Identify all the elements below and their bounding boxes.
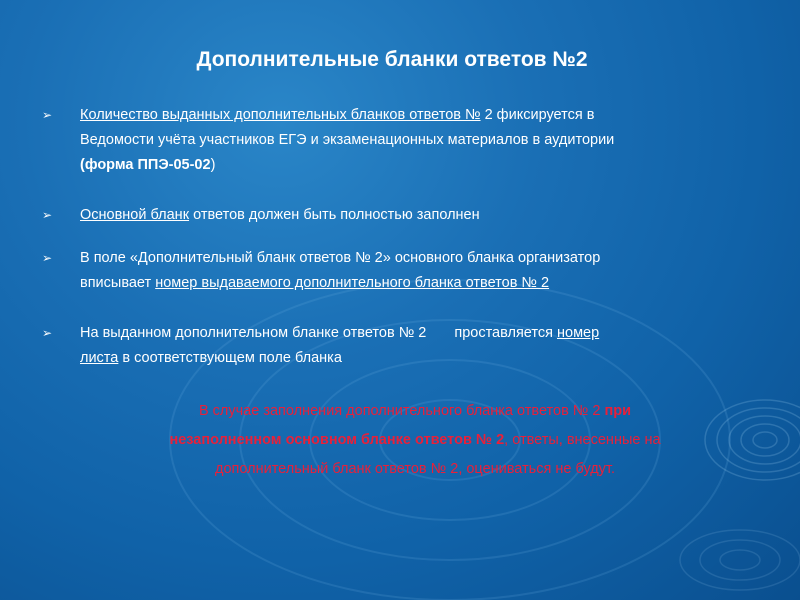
bullet-4-line1-pre: На выданном дополнительном бланке ответов № 2	[80, 325, 427, 341]
bullet-1-form: (форма ППЭ-05-02	[80, 157, 211, 173]
arrow-bullet-icon: ➢	[42, 208, 53, 222]
bullet-2-text	[80, 203, 760, 228]
bullet-3-text	[80, 246, 760, 296]
bullet-4-line2-rest: в соответствующем поле бланка	[118, 350, 342, 366]
note-line2-rest: , ответы, внесенные на	[504, 432, 661, 448]
slide-title: Дополнительные бланки ответов №2	[196, 48, 588, 71]
bullet-3-underlined: номер выдаваемого дополнительного бланка ответов № 2	[155, 275, 550, 291]
bullet-4-text	[80, 321, 760, 371]
note-line1-pre: В случае заполнения дополнительного бланка ответов № 2	[198, 403, 605, 419]
bullet-4-underlined-2: листа	[80, 350, 119, 366]
bullet-1-text	[80, 103, 760, 178]
arrow-bullet-icon: ➢	[42, 251, 53, 265]
bullet-1-line1-rest: 2 фиксируется в	[480, 107, 595, 123]
bullet-3-line1: В поле «Дополнительный бланк ответов № 2» основного бланка организатор	[80, 250, 601, 266]
bullet-4-line1-mid: проставляется	[454, 325, 557, 341]
note-line1-bold: при	[604, 403, 632, 419]
bullet-1-line2: Ведомости учёта участников ЕГЭ и экзаменационных материалов в аудитории	[80, 132, 615, 148]
bullet-2-underlined: Основной бланк	[80, 207, 190, 223]
warning-note	[90, 397, 740, 484]
arrow-bullet-icon: ➢	[42, 326, 53, 340]
bullet-1-form-close: )	[210, 157, 216, 173]
arrow-bullet-icon: ➢	[42, 108, 53, 122]
note-line2-bold: незаполненном основном бланке ответов № 2	[169, 432, 505, 448]
bullet-2-rest: ответов должен быть полностью заполнен	[189, 207, 480, 223]
bullet-1-underlined: Количество выданных дополнительных бланков ответов №	[80, 107, 481, 123]
bullet-4-underlined-1: номер	[557, 325, 600, 341]
note-line3: дополнительный бланк ответов № 2, оцениваться не будут.	[215, 461, 615, 477]
bullet-3-line2-pre: вписывает	[80, 275, 156, 291]
